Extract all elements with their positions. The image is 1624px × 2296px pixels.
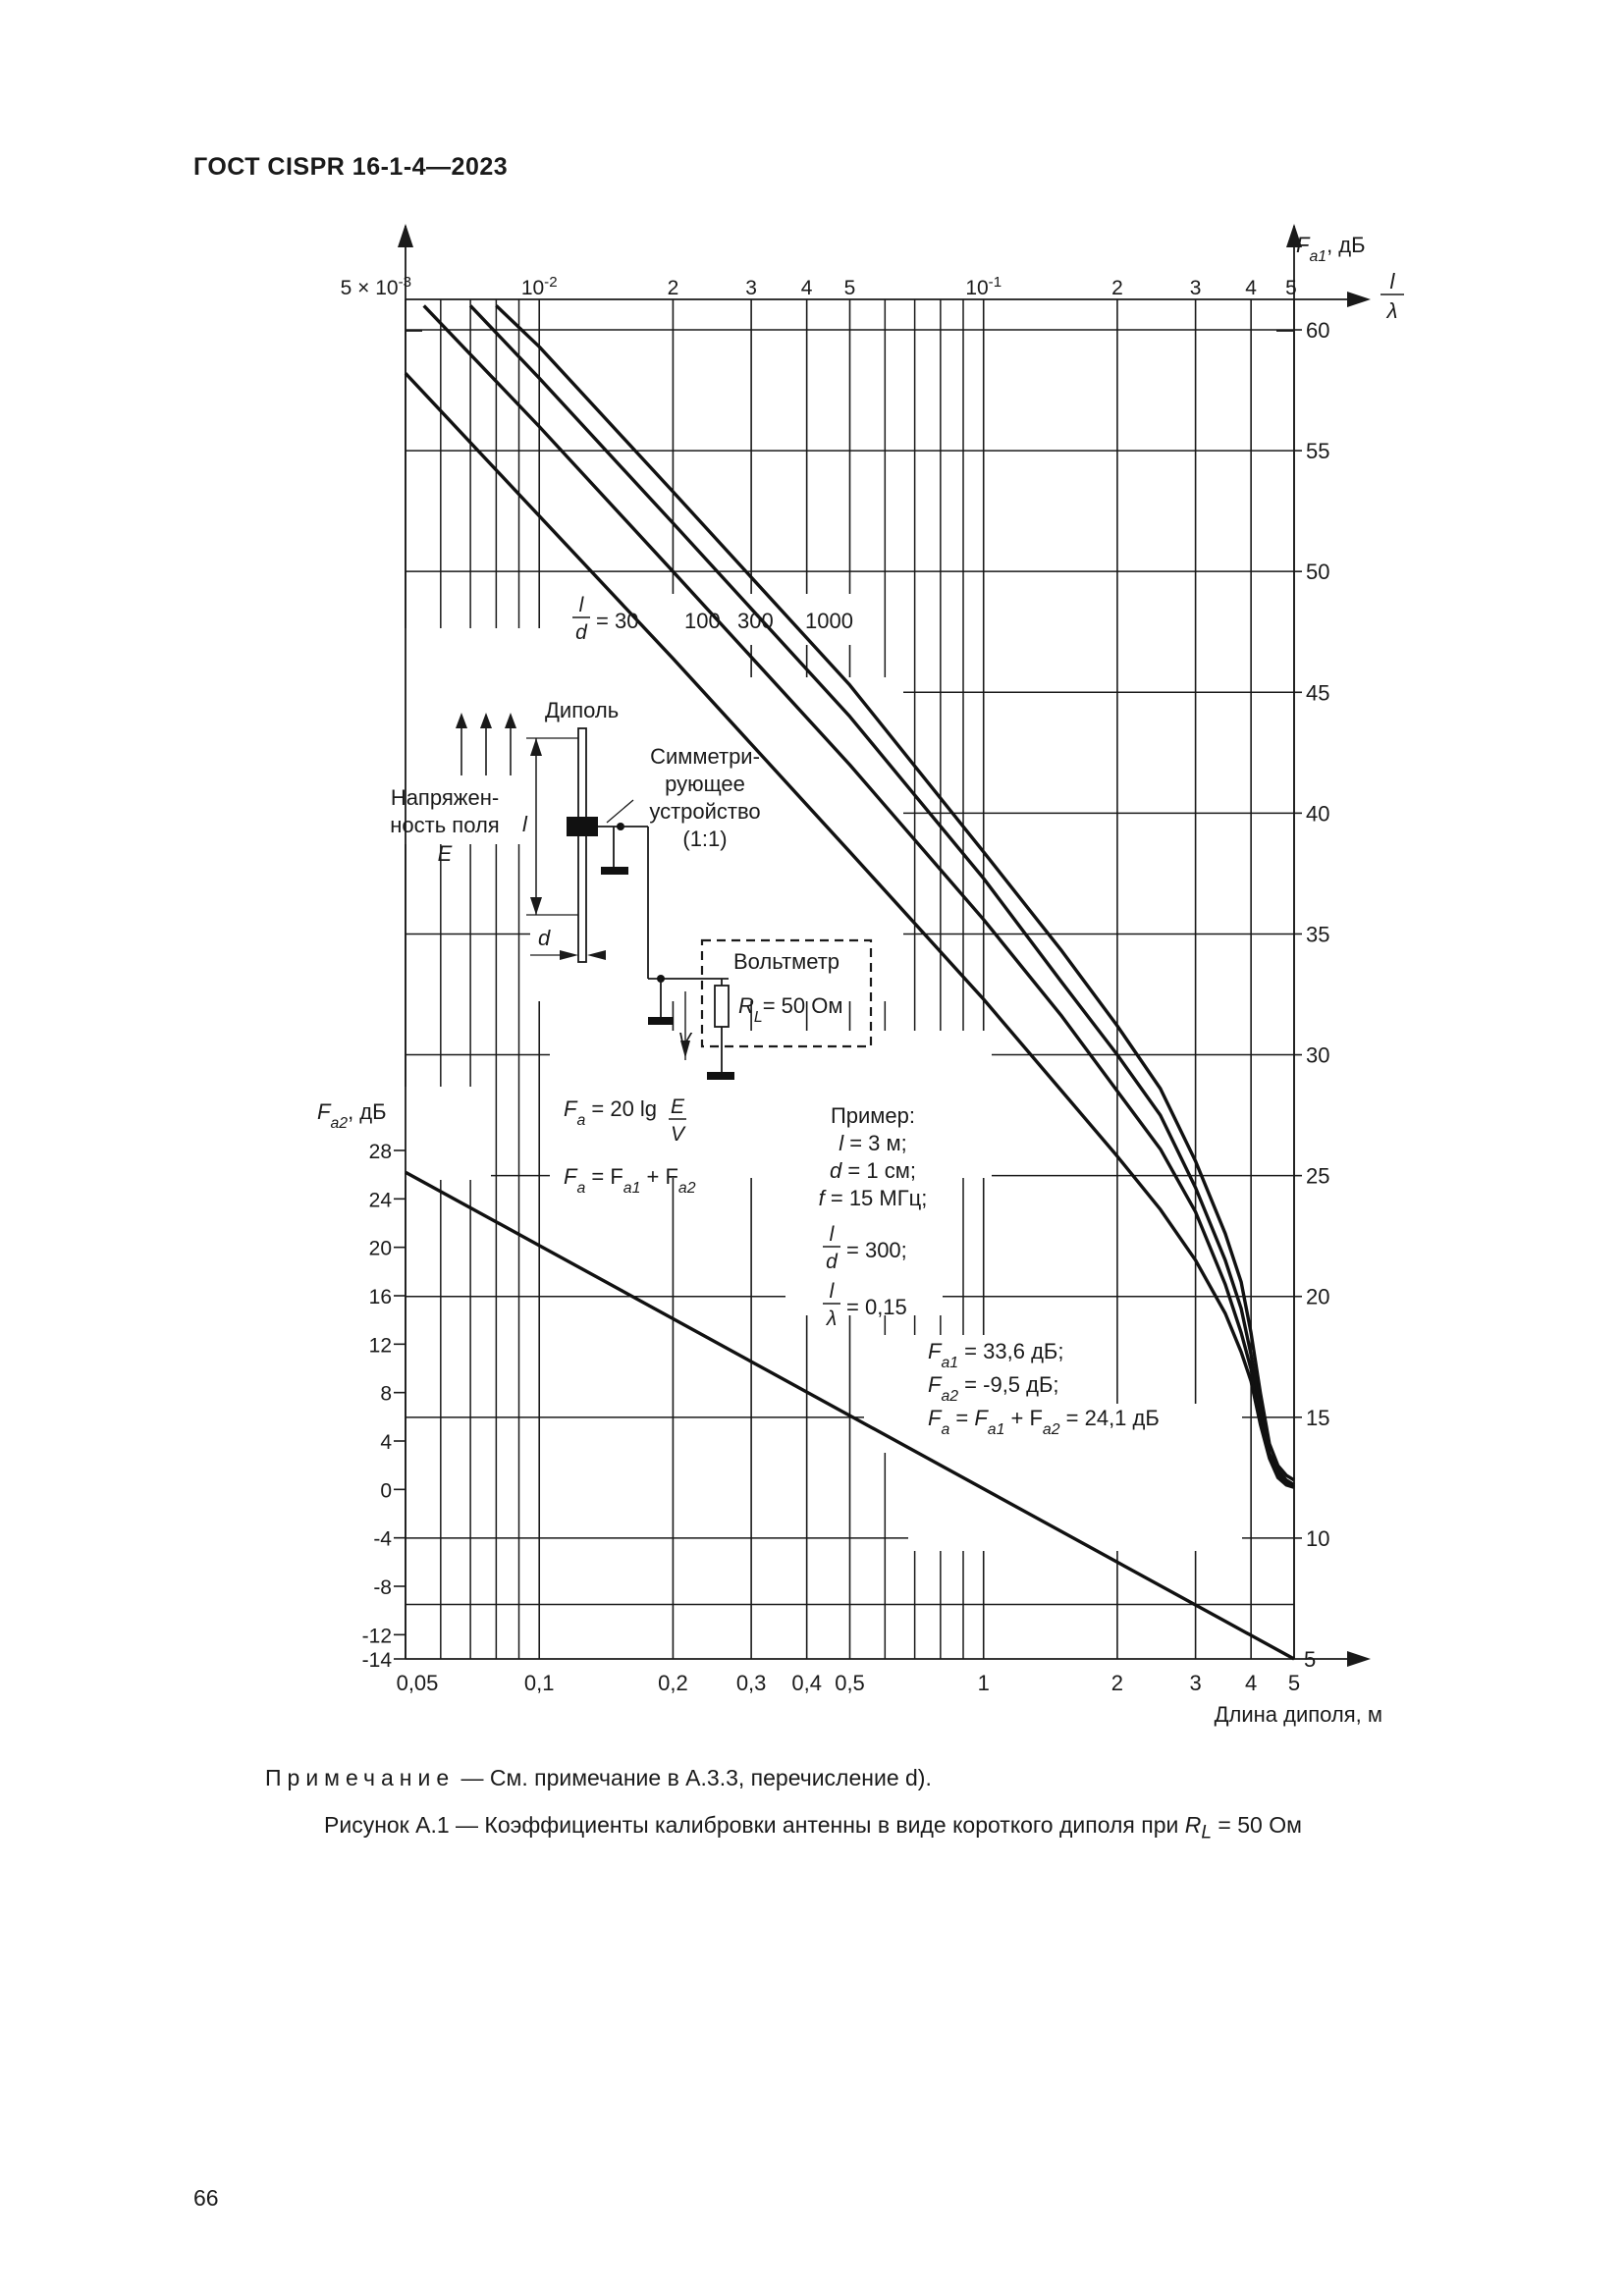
bottom-tick-label: 0,3 bbox=[735, 1671, 767, 1695]
series-label-100: 100 bbox=[684, 609, 721, 633]
left-tick-label: -14 bbox=[361, 1649, 392, 1672]
voltmeter-label: Вольтметр bbox=[732, 949, 840, 974]
example-lambda-frac-den: λ bbox=[826, 1308, 838, 1330]
x-axis-label: Длина диполя, м bbox=[1214, 1702, 1382, 1727]
bottom-tick-label: 2 bbox=[1110, 1671, 1124, 1695]
top-tick-label: 5 bbox=[1285, 277, 1297, 299]
example-ld-value: = 300; bbox=[846, 1238, 907, 1262]
bottom-tick-label: 0,05 bbox=[396, 1671, 439, 1695]
figure-caption bbox=[324, 1812, 1302, 1844]
ld-label-frac-den: d bbox=[575, 621, 587, 644]
right-tick-label: 45 bbox=[1306, 680, 1330, 706]
caption-symbol: R bbox=[1184, 1812, 1202, 1838]
left-tick-label: 20 bbox=[368, 1237, 392, 1260]
top-tick-label: 2 bbox=[667, 277, 679, 299]
caption-subscript: L bbox=[1201, 1822, 1213, 1843]
right-tick-label: 15 bbox=[1306, 1405, 1330, 1430]
bottom-tick-label: 4 bbox=[1245, 1671, 1258, 1695]
formula-1-frac-num: E bbox=[670, 1095, 685, 1118]
top-tick-label: $5 \times 10^{-3}$ bbox=[340, 273, 411, 299]
balun-label-3: устройство bbox=[649, 799, 761, 824]
example-title: Пример: bbox=[830, 1103, 916, 1128]
bottom-tick-label: 1 bbox=[977, 1671, 990, 1695]
left-tick-label: 28 bbox=[368, 1141, 392, 1163]
ld-label-frac-num: l bbox=[578, 594, 584, 616]
top-tick-label: 5 bbox=[843, 277, 856, 299]
bottom-tick-label: 0,5 bbox=[835, 1671, 865, 1695]
bottom-tick-label: 0,2 bbox=[658, 1671, 688, 1695]
example-fa: $F_a = F_{a1} + F_{a2} = 24,1$ дБ bbox=[928, 1406, 1160, 1438]
vm-ground bbox=[648, 1017, 674, 1025]
bottom-axis-arrow bbox=[1347, 1651, 1371, 1667]
top-tick-label: 4 bbox=[1245, 277, 1257, 299]
formula-1: $F_a = 20$ lg bbox=[564, 1096, 658, 1129]
left-axis-arrow bbox=[398, 224, 413, 247]
rl-resistor bbox=[715, 986, 729, 1027]
right-tick-label: 50 bbox=[1306, 560, 1330, 585]
example-ld-frac-num: l bbox=[829, 1223, 835, 1246]
formula-1-frac-den: V bbox=[670, 1123, 685, 1146]
left-tick-label: -4 bbox=[373, 1527, 392, 1551]
top-tick-label: 3 bbox=[745, 277, 757, 299]
caption-main: Рисунок А.1 — Коэффициенты калибровки антенны в виде короткого диполя при bbox=[324, 1812, 1185, 1838]
example-ld-frac-den: d bbox=[826, 1251, 838, 1273]
right-tick-label: 60 bbox=[1306, 318, 1330, 343]
top-tick-label: $10^{-1}$ bbox=[965, 273, 1002, 299]
top-axis-arrow bbox=[1347, 292, 1371, 307]
left-tick-label: -12 bbox=[361, 1625, 392, 1648]
page-number: 66 bbox=[193, 2185, 219, 2211]
balun-label-4: (1:1) bbox=[682, 827, 728, 851]
rl-label: $R_L= 50$ Ом bbox=[738, 993, 843, 1026]
balun-label-2: рующее bbox=[665, 772, 745, 796]
series-label-300: 300 bbox=[737, 609, 774, 633]
example-fa1: $F_{a1} = 33,6$ дБ; bbox=[928, 1339, 1064, 1371]
left-tick-label: 12 bbox=[368, 1334, 392, 1358]
right-tick-label: 25 bbox=[1306, 1163, 1330, 1189]
series-label-1000: 1000 bbox=[805, 609, 853, 633]
v-symbol: V bbox=[677, 1030, 691, 1051]
top-tick-label: $10^{-2}$ bbox=[520, 273, 558, 299]
top-axis-label-num: l bbox=[1389, 269, 1395, 294]
example-fa2: $F_{a2} = -9,5$ дБ; bbox=[928, 1372, 1059, 1405]
left-axis-label: $F_{a2}$, дБ bbox=[317, 1099, 387, 1132]
dipole-label: Диполь bbox=[545, 698, 620, 722]
balun-label-1: Симметри- bbox=[650, 744, 760, 769]
bottom-tick-label: 0,1 bbox=[523, 1671, 555, 1695]
balun-ground bbox=[601, 867, 628, 875]
left-tick-label: 8 bbox=[380, 1382, 392, 1406]
text-mask-7 bbox=[309, 1087, 491, 1180]
example-length: l = 3 м; bbox=[839, 1131, 907, 1155]
right-tick-label: 20 bbox=[1306, 1284, 1330, 1309]
field-symbol: E bbox=[437, 841, 453, 866]
bottom-tick-label: 0,4 bbox=[791, 1671, 822, 1695]
right-tick-label: 10 bbox=[1306, 1525, 1330, 1551]
left-tick-label: 16 bbox=[368, 1286, 392, 1308]
top-tick-label: 4 bbox=[800, 277, 813, 299]
example-lambda-frac-num: l bbox=[829, 1280, 835, 1303]
right-tick-label: 30 bbox=[1306, 1042, 1330, 1068]
bottom-tick-label: 3 bbox=[1189, 1671, 1202, 1695]
series-label-30: = 30 bbox=[596, 609, 639, 633]
note-text: — См. примечание в А.3.3, перечисление d). bbox=[455, 1765, 932, 1790]
right-axis-label: $F_{a1}$, дБ bbox=[1296, 233, 1366, 265]
caption-tail: = 50 Ом bbox=[1212, 1812, 1302, 1838]
right-tick-label: 55 bbox=[1306, 439, 1330, 464]
top-tick-label: 3 bbox=[1189, 277, 1202, 299]
diameter-symbol: d bbox=[538, 926, 551, 950]
figure-note bbox=[265, 1765, 932, 1791]
left-tick-label: 24 bbox=[368, 1189, 392, 1212]
top-tick-label: 2 bbox=[1111, 277, 1123, 299]
field-strength-label-2: ность поля bbox=[390, 813, 500, 837]
left-tick-label: 4 bbox=[380, 1431, 392, 1454]
formula-2: $F_a = F_{a1} + F_{a2}$ bbox=[564, 1164, 696, 1197]
right-tick-label: 40 bbox=[1306, 801, 1330, 827]
document-header: ГОСТ CISPR 16-1-4—2023 bbox=[193, 153, 509, 181]
balun-block bbox=[567, 817, 598, 836]
field-strength-label-1: Напряжен- bbox=[390, 785, 500, 810]
top-axis-label-den: λ bbox=[1386, 298, 1398, 323]
rl-ground bbox=[707, 1072, 734, 1080]
length-symbol: l bbox=[522, 812, 527, 836]
right-tick-label: 5 bbox=[1304, 1647, 1317, 1672]
left-tick-label: -8 bbox=[373, 1576, 392, 1599]
left-tick-label: 0 bbox=[380, 1479, 392, 1503]
example-lambda-value: = 0,15 bbox=[846, 1295, 907, 1319]
example-diameter: d = 1 см; bbox=[830, 1158, 916, 1183]
bottom-tick-label: 5 bbox=[1287, 1671, 1301, 1695]
note-label: Примечание bbox=[265, 1765, 456, 1790]
example-frequency: f = 15 МГц; bbox=[818, 1186, 928, 1210]
right-tick-label: 35 bbox=[1306, 922, 1330, 947]
